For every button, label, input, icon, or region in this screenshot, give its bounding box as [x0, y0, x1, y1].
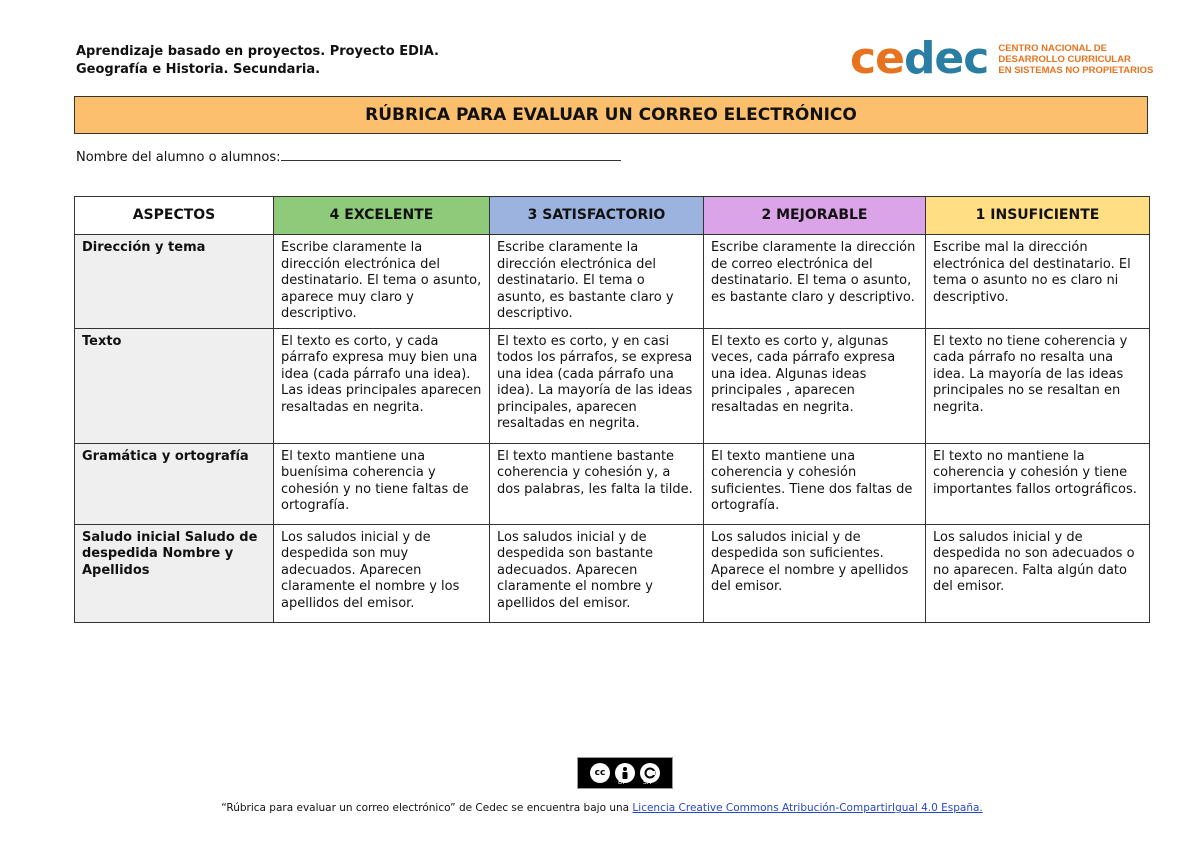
- table-row: [75, 328, 1150, 443]
- cell-satisfactorio: Los saludos inicial y de despedida son bastante adecuados. Aparecen claramente el nombre y apellidos del emisor.: [490, 524, 704, 622]
- cell-mejorable: El texto mantiene una coherencia y cohesión suficientes. Tiene dos faltas de ortografía.: [704, 443, 926, 524]
- cell-satisfactorio: El texto mantiene bastante coherencia y cohesión y, a dos palabras, les falta la tilde.: [490, 443, 704, 524]
- table-row: [75, 235, 1150, 329]
- header-aspectos: ASPECTOS: [75, 197, 274, 235]
- sa-label: SA: [643, 779, 652, 786]
- license-link[interactable]: Licencia Creative Commons Atribución-CompartirIgual 4.0 España.: [632, 802, 983, 814]
- cell-mejorable: Los saludos inicial y de despedida son suficientes. Aparece el nombre y apellidos del emisor.: [704, 524, 926, 622]
- logo-tagline: CENTRO NACIONAL DE DESARROLLO CURRICULAR EN SISTEMAS NO PROPIETARIOS: [998, 42, 1154, 76]
- by-label: BY: [618, 779, 626, 786]
- aspect-cell: Saludo inicial Saludo de despedida Nombre y Apellidos: [75, 524, 274, 622]
- logo-wordmark: cedec: [850, 33, 989, 84]
- rubric-table: [74, 196, 1150, 623]
- student-name-label: Nombre del alumno o alumnos:: [76, 150, 281, 165]
- cell-insuficiente: Escribe mal la dirección electrónica del destinatario. El tema o asunto no es claro ni descriptivo.: [926, 235, 1150, 329]
- rubric-title: RÚBRICA PARA EVALUAR UN CORREO ELECTRÓNICO: [74, 96, 1148, 134]
- aspect-cell: Dirección y tema: [75, 235, 274, 329]
- student-name-line: [281, 147, 621, 161]
- cc-icon: cc: [590, 763, 610, 783]
- table-header-row: [75, 197, 1150, 235]
- cell-insuficiente: Los saludos inicial y de despedida no son adecuados o no aparecen. Falta algún dato del emisor.: [926, 524, 1150, 622]
- student-name-field: [76, 147, 621, 165]
- header-line-1: Aprendizaje basado en proyectos. Proyecto EDIA.: [76, 44, 439, 59]
- cell-mejorable: Escribe claramente la dirección de correo electrónica del destinatario. El tema o asunto, es bastante claro y descriptivo.: [704, 235, 926, 329]
- header-satisfactorio: 3 SATISFACTORIO: [490, 197, 704, 235]
- cell-satisfactorio: Escribe claramente la dirección electrónica del destinatario. El tema o asunto, es bastante claro y descriptivo.: [490, 235, 704, 329]
- creative-commons-badge[interactable]: [577, 757, 673, 789]
- cell-insuficiente: El texto no mantiene la coherencia y cohesión y tiene importantes fallos ortográficos.: [926, 443, 1150, 524]
- cell-excelente: Escribe claramente la dirección electrónica del destinatario. El tema o asunto, aparece muy claro y descriptivo.: [274, 235, 490, 329]
- cell-excelente: El texto mantiene una buenísima coherencia y cohesión y no tiene faltas de ortografía.: [274, 443, 490, 524]
- cell-excelente: El texto es corto, y cada párrafo expresa muy bien una idea (cada párrafo una idea). Las ideas principales aparecen resaltadas en negrita.: [274, 328, 490, 443]
- footer-text: “Rúbrica para evaluar un correo electrónico” de Cedec se encuentra bajo una: [221, 802, 633, 814]
- table-row: [75, 524, 1150, 622]
- cell-excelente: Los saludos inicial y de despedida son muy adecuados. Aparecen claramente el nombre y los apellidos del emisor.: [274, 524, 490, 622]
- cell-insuficiente: El texto no tiene coherencia y cada párrafo no resalta una idea. La mayoría de las ideas principales no se resaltan en negrita.: [926, 328, 1150, 443]
- cell-mejorable: El texto es corto y, algunas veces, cada párrafo expresa una idea. Algunas ideas principales , aparecen resaltadas en negrita.: [704, 328, 926, 443]
- header-line-2: Geografía e Historia. Secundaria.: [76, 62, 321, 77]
- table-row: [75, 443, 1150, 524]
- header-insuficiente: 1 INSUFICIENTE: [926, 197, 1150, 235]
- aspect-cell: Gramática y ortografía: [75, 443, 274, 524]
- header-excelente: 4 EXCELENTE: [274, 197, 490, 235]
- aspect-cell: Texto: [75, 328, 274, 443]
- cedec-logo: [850, 34, 1153, 84]
- license-footer: [0, 802, 1204, 814]
- document-header: [76, 43, 439, 79]
- header-mejorable: 2 MEJORABLE: [704, 197, 926, 235]
- cell-satisfactorio: El texto es corto, y en casi todos los párrafos, se expresa una idea (cada párrafo una idea). La mayoría de las ideas principales, aparecen resaltadas en negrita.: [490, 328, 704, 443]
